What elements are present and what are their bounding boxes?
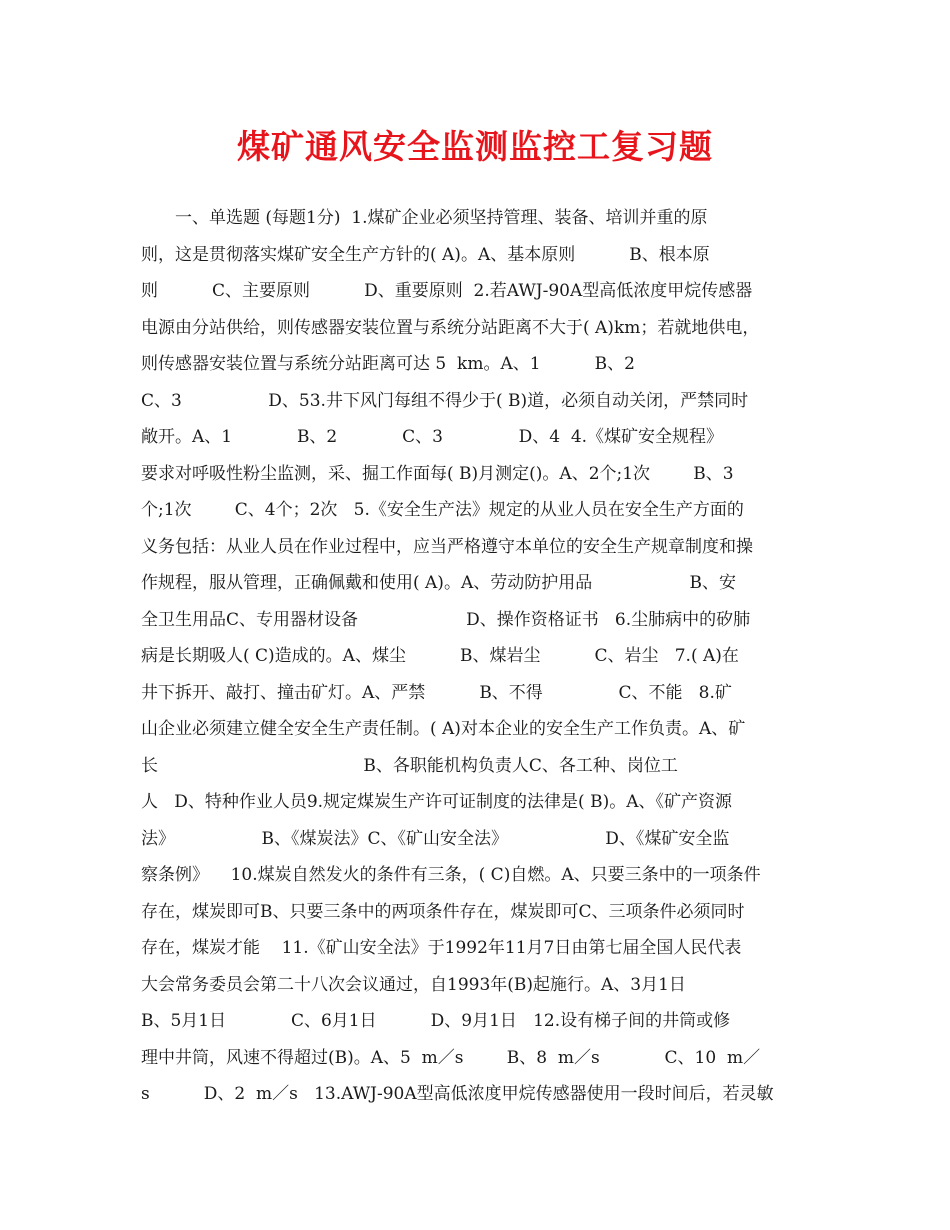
body-line: 则，这是贯彻落实煤矿安全生产方针的( A)。A、基本原则 B、根本原 <box>141 244 710 265</box>
body-line: 存在，煤炭才能 11.《矿山安全法》于1992年11月7日由第七届全国人民代表 <box>141 938 742 958</box>
body-line: 个;1次 C、4个；2次 5.《安全生产法》规定的从业人员在安全生产方面的 <box>141 500 744 520</box>
body-line: 大会常务委员会第二十八次会议通过，自1993年(B)起施行。A、3月1日 <box>141 974 686 995</box>
body-line: 作规程，服从管理，正确佩戴和使用( A)。A、劳动防护用品 B、安 <box>141 573 736 593</box>
document-title: 煤矿通风安全监测监控工复习题 <box>237 127 713 166</box>
body-line: 要求对呼吸性粉尘监测，采、掘工作面每( B)月测定()。A、2个;1次 B、3 <box>141 463 734 484</box>
body-line: 则传感器安装位置与系统分站距离可达 5 km。A、1 B、2 <box>141 354 635 374</box>
body-line: 一、单选题 (每题1分) 1.煤矿企业必须坚持管理、装备、培训并重的原 <box>141 208 708 228</box>
body-line: 存在，煤炭即可B、只要三条中的两项条件存在，煤炭即可C、三项条件必须同时 <box>141 901 745 922</box>
body-line: 法》 B、《煤炭法》C、《矿山安全法》 D、《煤矿安全监 <box>141 828 730 849</box>
body-line: 理中井筒，风速不得超过(B)。A、5 m／s B、8 m／s C、10 m／ <box>141 1047 761 1068</box>
body-line: 电源由分站供给，则传感器安装位置与系统分站距离不大于( A)km；若就地供电， <box>141 317 760 338</box>
body-line: C、3 D、53.井下风门每组不得少于( B)道，必须自动关闭，严禁同时 <box>141 390 749 411</box>
body-line: 察条例》 10.煤炭自然发火的条件有三条，( C)自燃。A、只要三条中的一项条件 <box>141 865 761 885</box>
body-line: 山企业必须建立健全安全生产责任制。( A)对本企业的安全生产工作负责。A、矿 <box>141 719 746 739</box>
body-line: s D、2 m／s 13.AWJ-90A型高低浓度甲烷传感器使用一段时间后，若灵敏 <box>141 1084 774 1104</box>
document-body <box>141 200 811 1113</box>
body-line: 病是长期吸人( C)造成的。A、煤尘 B、煤岩尘 C、岩尘 7.( A)在 <box>141 646 739 666</box>
body-line: 则 C、主要原则 D、重要原则 2.若AWJ-90A型高低浓度甲烷传感器 <box>141 281 753 301</box>
body-line: 长 B、各职能机构负责人C、各工种、岗位工 <box>141 755 678 776</box>
body-line: B、5月1日 C、6月1日 D、9月1日 12.设有梯子间的井筒或修 <box>141 1011 731 1031</box>
body-line: 井下拆开、敲打、撞击矿灯。A、严禁 B、不得 C、不能 8.矿 <box>141 682 732 703</box>
body-line: 全卫生用品C、专用器材设备 D、操作资格证书 6.尘肺病中的矽肺 <box>141 609 751 630</box>
body-line: 敞开。A、1 B、2 C、3 D、4 4.《煤矿安全规程》 <box>141 427 724 447</box>
body-line: 人 D、特种作业人员9.规定煤炭生产许可证制度的法律是( B)。A、《矿产资源 <box>141 792 732 812</box>
body-line: 义务包括：从业人员在作业过程中，应当严格遵守本单位的安全生产规章制度和操 <box>141 536 753 557</box>
